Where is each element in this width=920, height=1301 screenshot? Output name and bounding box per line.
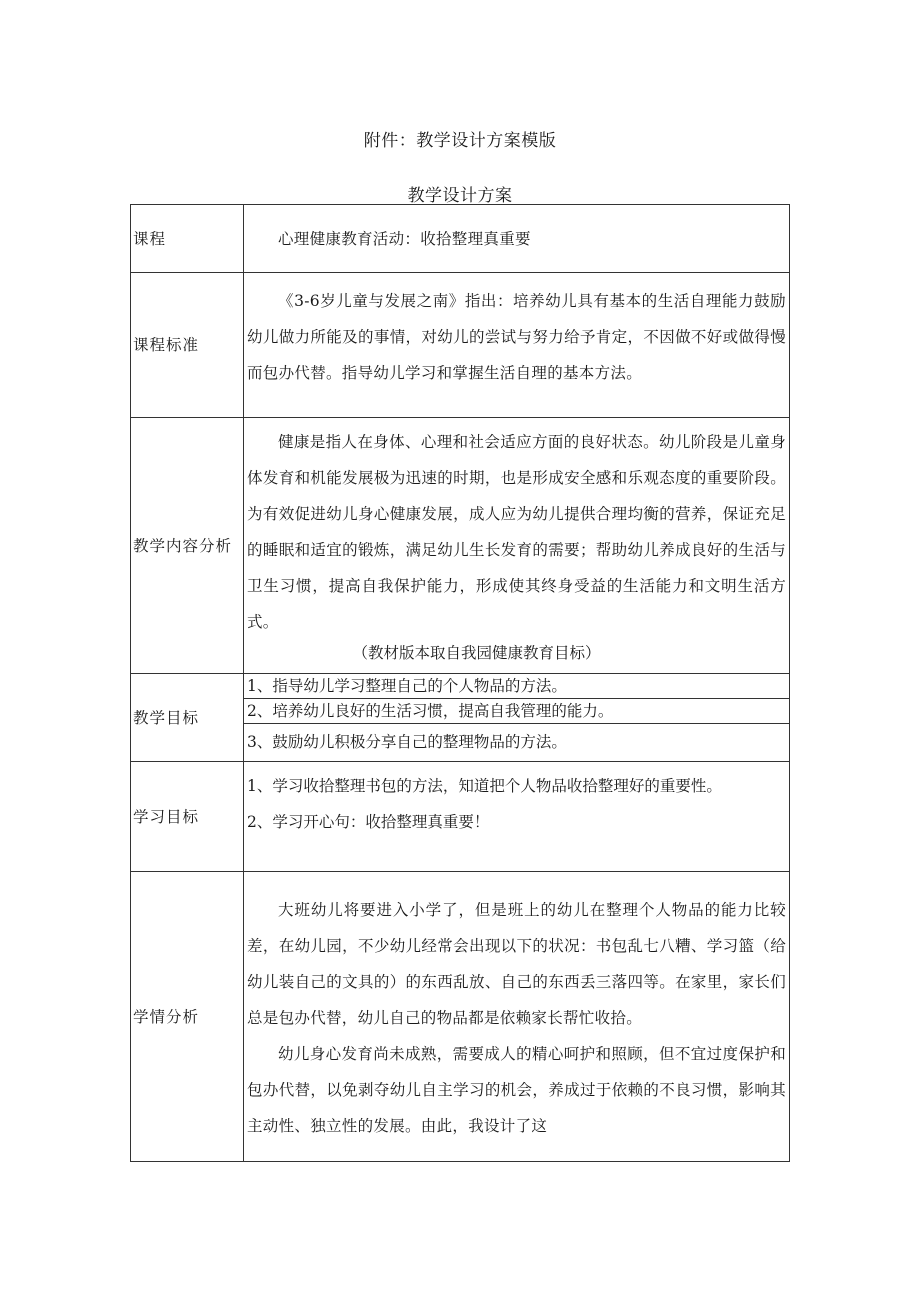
label-standard: 课程标准 xyxy=(131,273,244,418)
label-learner-analysis: 学情分析 xyxy=(131,872,244,1162)
row-learner-analysis xyxy=(131,872,790,1162)
cell-course xyxy=(244,205,790,273)
standard-content: 《3-6岁儿童与发展之南》指出：培养幼儿具有基本的生活自理能力鼓励幼儿做力所能及的事情，对幼儿的尝试与努力给予肯定，不因做不好或做得慢而包办代替。指导幼儿学习和掌握生活自理的基本方法。 xyxy=(247,292,786,382)
teaching-goal-item: 3、鼓励幼儿积极分享自己的整理物品的方法。 xyxy=(247,733,567,751)
cell-analysis xyxy=(244,418,790,674)
label-course: 课程 xyxy=(131,205,244,273)
label-learning-goals: 学习目标 xyxy=(131,762,244,872)
document-title: 附件：教学设计方案模版 xyxy=(363,131,557,151)
teaching-goal-item: 2、培养幼儿良好的生活习惯，提高自我管理的能力。 xyxy=(244,699,789,724)
analysis-content: 健康是指人在身体、心理和社会适应方面的良好状态。幼儿阶段是儿童身体发育和机能发展极为迅速的时期，也是形成安全感和乐观态度的重要阶段。为有效促进幼儿身心健康发展，成人应为幼儿提供合理均衡的营养，保证充足的睡眠和适宜的锻炼，满足幼儿生长发育的需要；帮助幼儿养成良好的生活与卫生习惯，提高自我保护能力，形成使其终身受益的生活能力和文明生活方式。 xyxy=(247,433,786,631)
label-teaching-goals: 教学目标 xyxy=(131,674,244,762)
cell-teaching-goals xyxy=(244,674,790,762)
row-analysis xyxy=(131,418,790,674)
learning-goal-item: 2、学习开心句：收拾整理真重要！ xyxy=(247,813,490,831)
label-analysis: 教学内容分析 xyxy=(131,418,244,674)
cell-standard xyxy=(244,273,790,418)
learner-analysis-paragraph: 幼儿身心发育尚未成熟，需要成人的精心呵护和照顾，但不宜过度保护和包办代替，以免剥夺幼儿自主学习的机会，养成过于依赖的不良习惯，影响其主动性、独立性的发展。由此，我设计了这 xyxy=(247,1045,786,1135)
teaching-goal-item: 1、指导幼儿学习整理自己的个人物品的方法。 xyxy=(244,674,789,699)
cell-learning-goals xyxy=(244,762,790,872)
row-standard xyxy=(131,273,790,418)
row-course xyxy=(131,205,790,273)
row-teaching-goals xyxy=(131,674,790,762)
table-title: 教学设计方案 xyxy=(407,186,513,206)
course-content: 心理健康教育活动：收拾整理真重要 xyxy=(278,229,531,248)
row-learning-goals xyxy=(131,762,790,872)
teaching-design-table xyxy=(130,204,790,1162)
learning-goal-item: 1、学习收拾整理书包的方法，知道把个人物品收拾整理好的重要性。 xyxy=(247,777,722,795)
cell-learner-analysis xyxy=(244,872,790,1162)
analysis-note: （教材版本取自我园健康教育目标） xyxy=(352,644,601,662)
learner-analysis-paragraph: 大班幼儿将要进入小学了，但是班上的幼儿在整理个人物品的能力比较差，在幼儿园，不少幼儿经常会出现以下的状况：书包乱七八糟、学习篮（给幼儿装自己的文具的）的东西乱放、自己的东西丢三落四等。在家里，家长们总是包办代替，幼儿自己的物品都是依赖家长帮忙收拾。 xyxy=(247,901,786,1027)
